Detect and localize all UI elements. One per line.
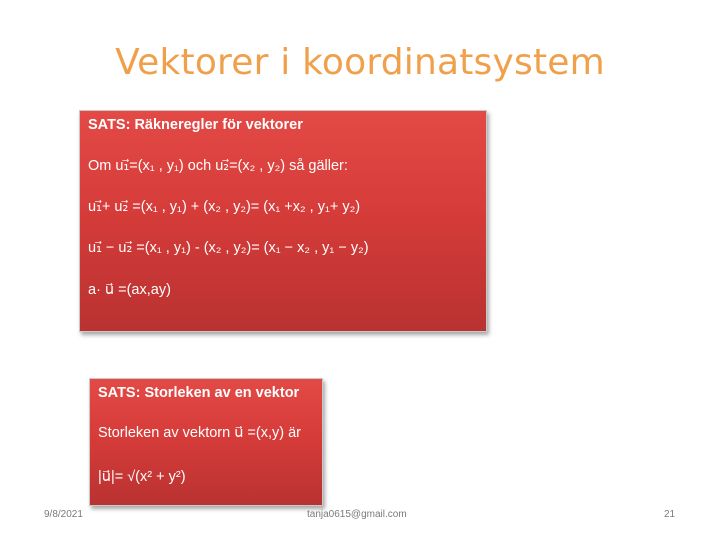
theorem-box-vector-rules [79, 110, 487, 332]
length-formula: |u⃗|= √(x² + y²) [98, 469, 186, 485]
box-heading: SATS: Räkneregler för vektorer [88, 117, 303, 133]
rule-line-scalar: a· u⃗ =(ax,ay) [88, 282, 171, 298]
theorem-box-vector-length [89, 378, 323, 506]
rule-line-definition: Om u₁⃗=(x₁ , y₁) och u₂⃗=(x₂ , y₂) så gäller: [88, 158, 348, 174]
box-heading: SATS: Storleken av en vektor [98, 385, 300, 401]
length-line-intro: Storleken av vektorn u⃗ =(x,y) är [98, 425, 301, 441]
footer-page-number: 21 [664, 509, 676, 520]
footer-date: 9/8/2021 [44, 509, 83, 520]
slide-title: Vektorer i koordinatsystem [115, 42, 605, 83]
rule-line-subtraction: u₁⃗ − u₂⃗ =(x₁ , y₁) - (x₂ , y₂)= (x₁ − x₂ , y₁ − y₂) [88, 240, 369, 256]
rule-line-addition: u₁⃗+ u₂⃗ =(x₁ , y₁) + (x₂ , y₂)= (x₁ +x₂ , y₁+ y₂) [88, 199, 361, 215]
footer-email: tanja0615@gmail.com [307, 509, 407, 520]
